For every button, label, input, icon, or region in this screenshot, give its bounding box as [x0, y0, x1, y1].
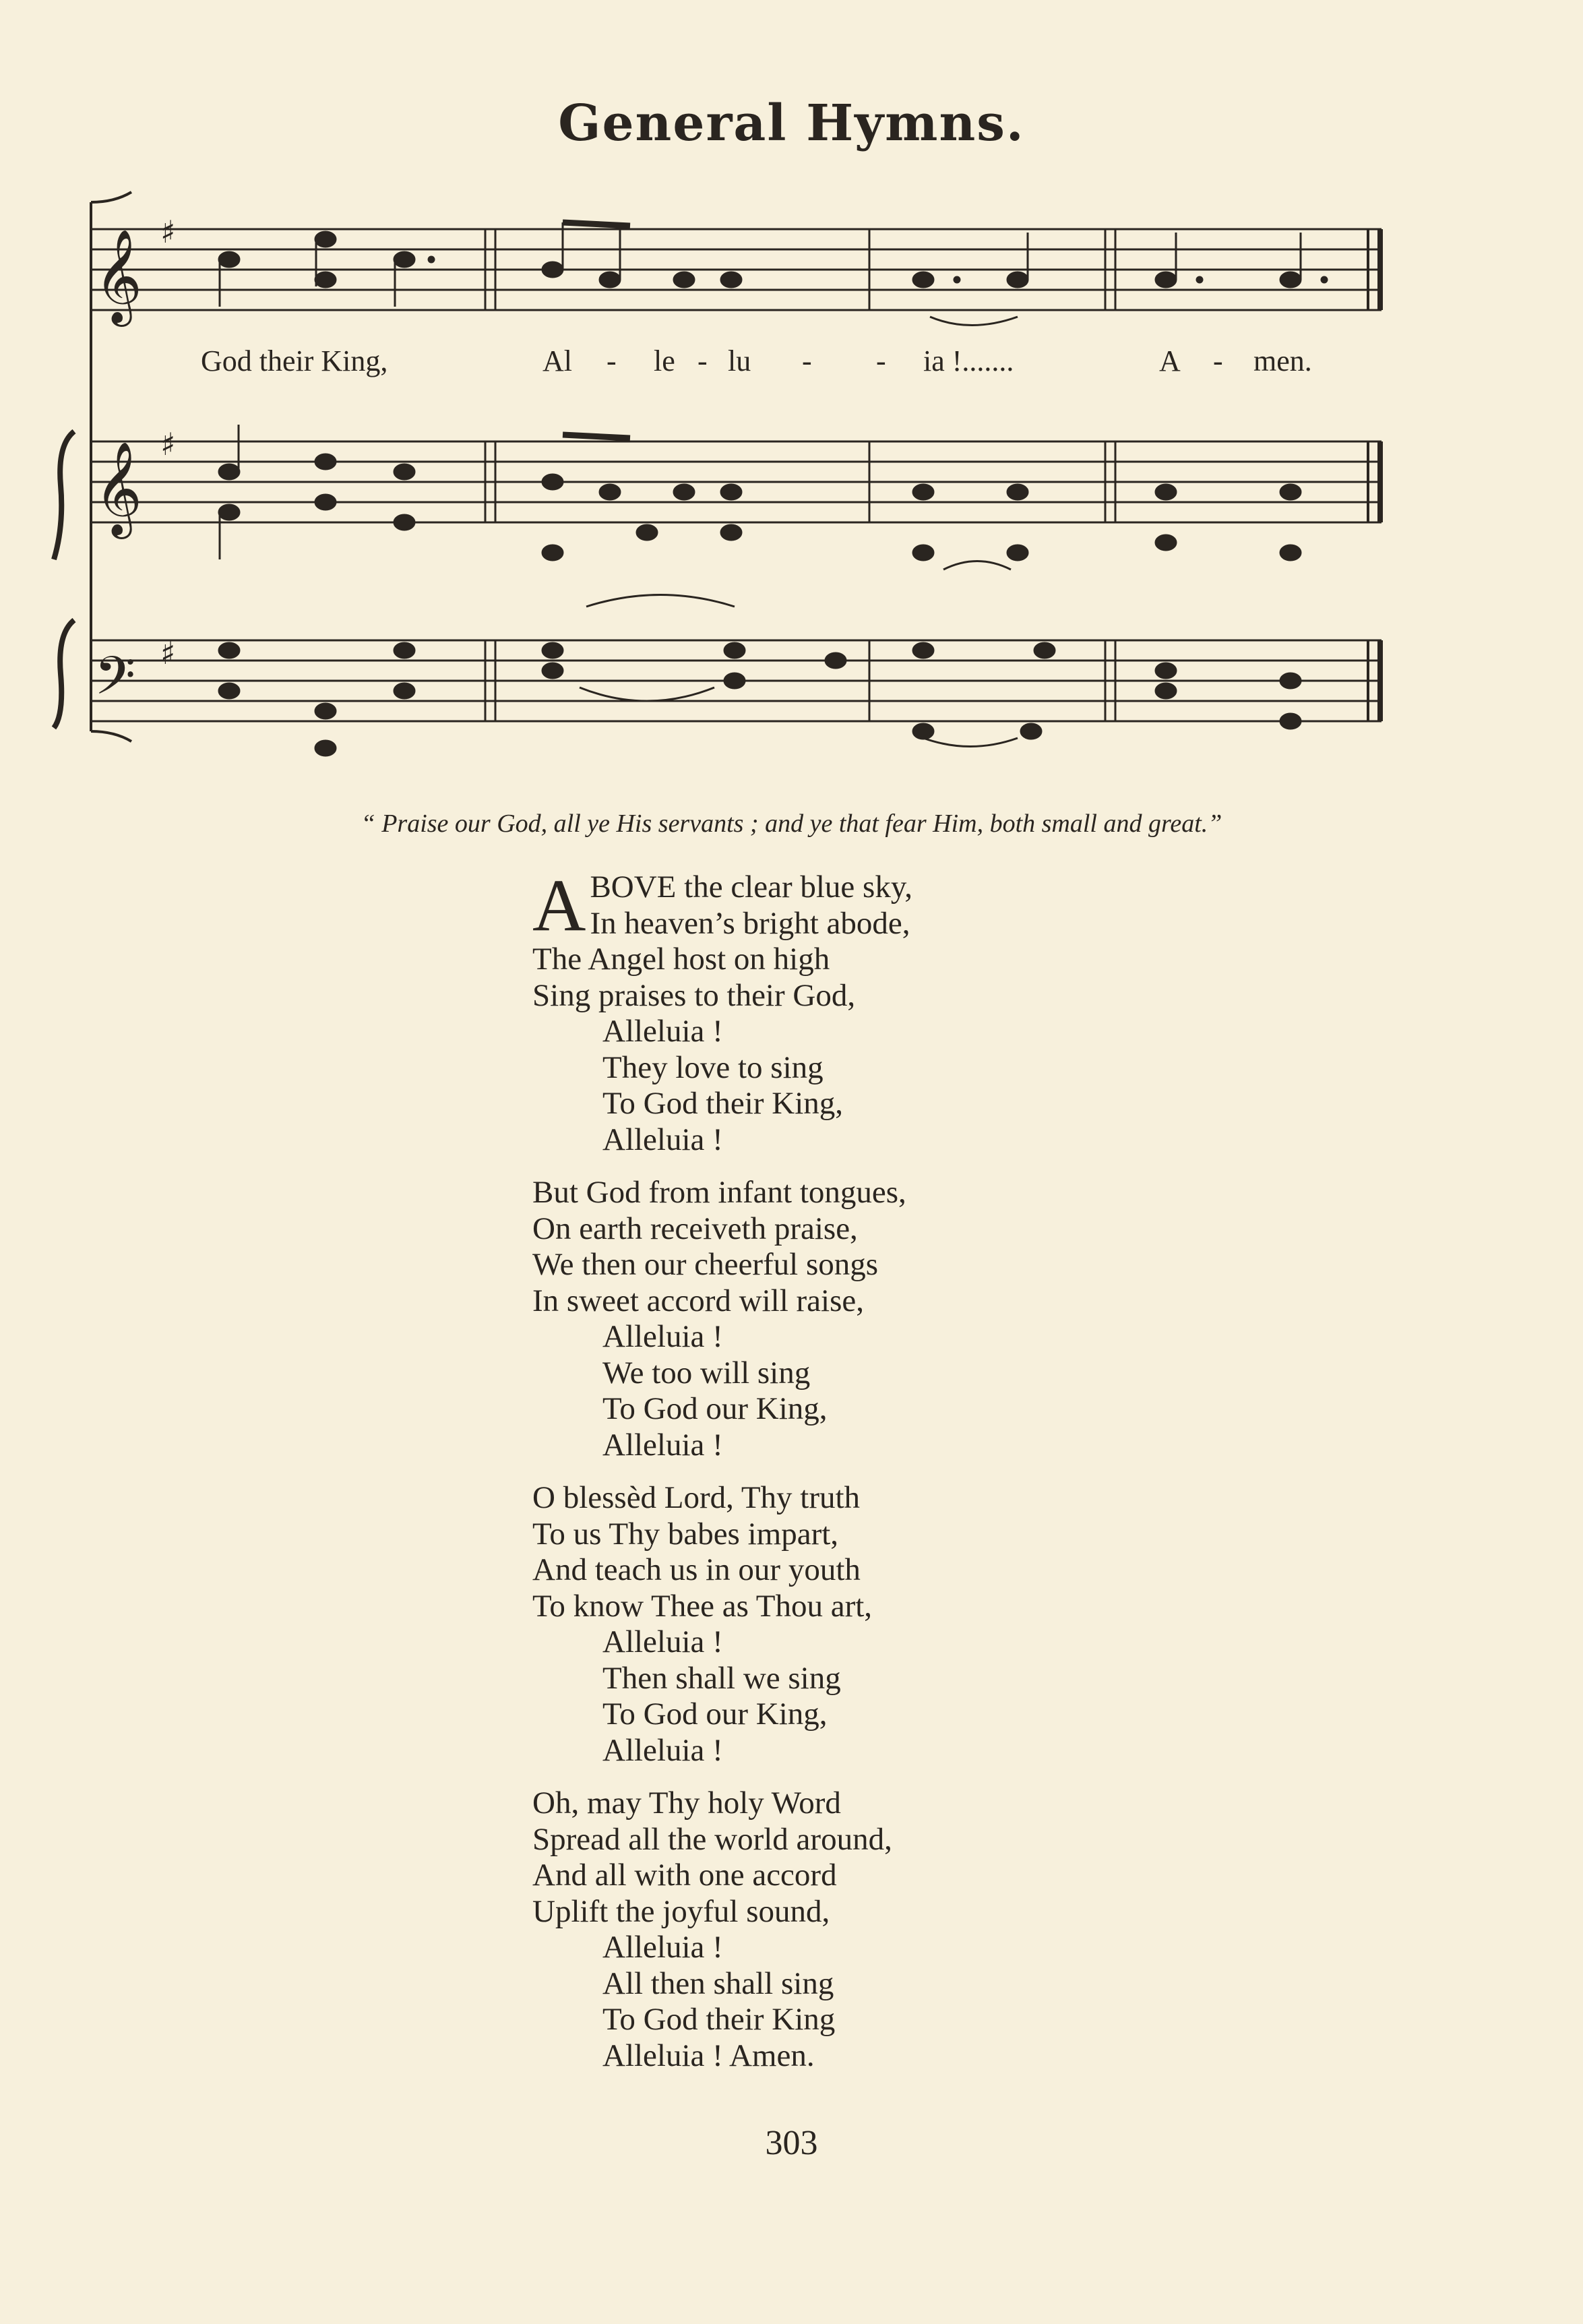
treble-clef-icon: 𝄞: [94, 229, 142, 323]
verse-line: They love to sing: [602, 1049, 824, 1085]
verse-line: And all with one accord: [532, 1858, 837, 1893]
sharp-key-icon: ♯: [160, 635, 176, 671]
verse-line: To us Thy babes impart,: [532, 1516, 839, 1552]
verse-line: Alleluia !: [602, 1122, 723, 1157]
lyric-syllable: A: [1159, 344, 1181, 377]
page-title: General Hymns.: [558, 94, 1025, 152]
lyric-syllable: ia !.......: [923, 344, 1014, 377]
verse-line: BOVE the clear blue sky,: [590, 869, 913, 905]
verse-line: Alleluia !: [602, 1427, 723, 1463]
verse-line: Then shall we sing: [602, 1660, 841, 1696]
verse-line: The Angel host on high: [532, 942, 830, 977]
sharp-key-icon: ♯: [160, 214, 176, 250]
music-score: [0, 0, 1583, 795]
lyric-syllable: lu: [728, 344, 751, 377]
lyric-syllable: -: [802, 344, 812, 377]
verse-line: In heaven’s bright abode,: [590, 905, 910, 941]
verse-line: O blessèd Lord, Thy truth: [532, 1480, 861, 1515]
lyric-syllable: God their King,: [201, 344, 388, 377]
verse: [532, 864, 913, 1158]
verse-line: All then shall sing: [602, 1965, 834, 2001]
sharp-key-icon: ♯: [160, 426, 176, 462]
epigraph: “ Praise our God, all ye His servants ; and ye that fear Him, both small and great.”: [361, 809, 1222, 838]
bass-clef-icon: 𝄢: [94, 646, 136, 720]
lyric-syllable: -: [1213, 344, 1223, 377]
melody-lyrics: [201, 344, 1312, 377]
lyric-syllable: -: [607, 344, 617, 377]
verse-line: Alleluia !: [602, 1732, 723, 1768]
verse-line: Spread all the world around,: [532, 1821, 892, 1857]
verse-line: Alleluia ! Amen.: [602, 2038, 815, 2073]
verse-line: Oh, may Thy holy Word: [532, 1785, 841, 1821]
lyric-syllable: men.: [1253, 344, 1312, 377]
verse: [532, 1480, 906, 1769]
treble-clef-icon: 𝄞: [94, 441, 142, 535]
verse-line: We then our cheerful songs: [532, 1247, 879, 1282]
hymn-text: [532, 864, 913, 2091]
verse-line: Alleluia !: [602, 1624, 723, 1659]
verse: [532, 1785, 906, 2074]
verse: [532, 1175, 906, 1463]
melody-notes: [219, 222, 1327, 307]
verse-line: Alleluia !: [602, 1930, 723, 1965]
treble-notes: [219, 425, 1301, 560]
verse-line: Sing praises to their God,: [532, 977, 856, 1013]
verse-line: To God their King,: [602, 1086, 843, 1121]
verse-line: On earth receiveth praise,: [532, 1211, 858, 1246]
verse-line: But God from infant tongues,: [532, 1175, 906, 1210]
verse-line: Uplift the joyful sound,: [532, 1893, 830, 1929]
lyric-syllable: -: [697, 344, 708, 377]
verse-line: To God our King,: [602, 1391, 828, 1426]
verse-line: We too will sing: [602, 1355, 811, 1390]
page-number: 303: [765, 2124, 818, 2162]
brace-lower: [54, 620, 74, 728]
verse-line: To God their King: [602, 2002, 836, 2037]
lyric-syllable: Al: [542, 344, 572, 377]
lyric-syllable: le: [654, 344, 675, 377]
verse-line: Alleluia !: [602, 1319, 723, 1354]
treble-staff: [91, 441, 1382, 522]
verse-line: In sweet accord will raise,: [532, 1283, 864, 1318]
drop-cap: A: [532, 864, 586, 946]
verse-line: To know Thee as Thou art,: [532, 1588, 873, 1624]
lyric-syllable: -: [876, 344, 886, 377]
verse-line: And teach us in our youth: [532, 1552, 861, 1587]
melody-staff: [91, 229, 1382, 310]
verse-line: To God our King,: [602, 1696, 828, 1732]
brace-upper: [54, 431, 74, 559]
verse-line: Alleluia !: [602, 1014, 723, 1049]
